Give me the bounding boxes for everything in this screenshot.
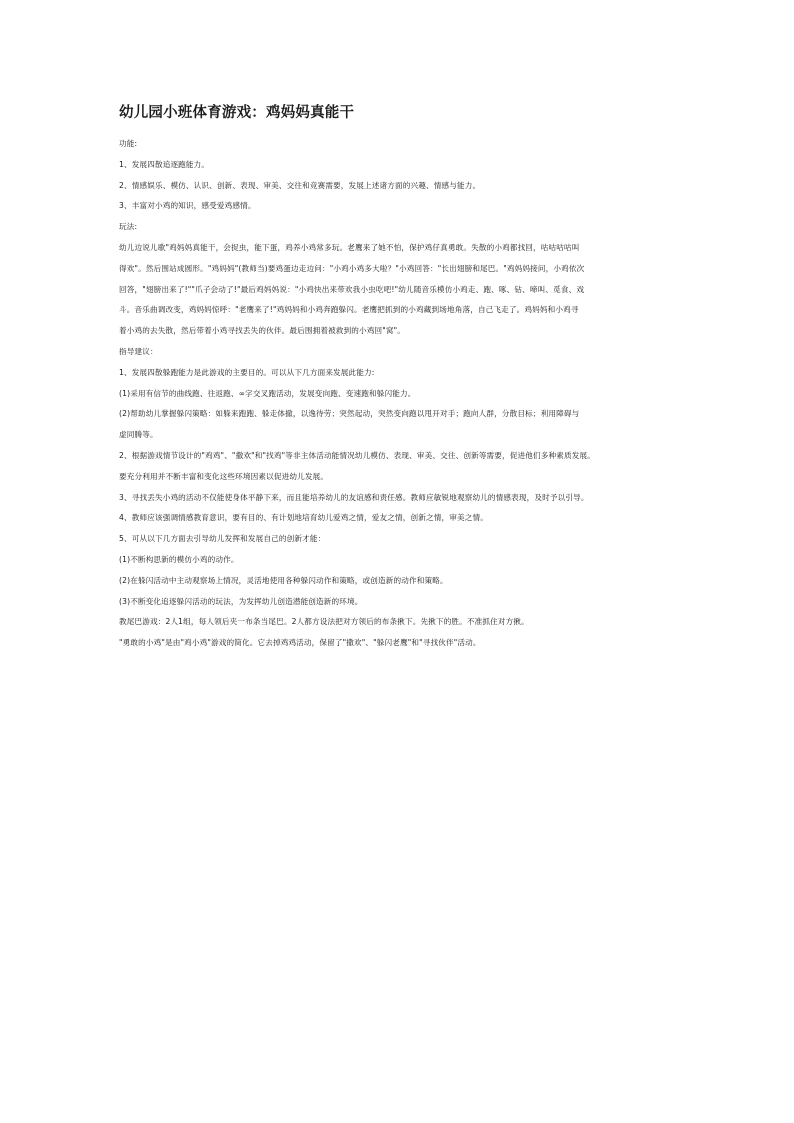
- text-line: 回答，"翅膀出来了!""爪子会动了!"最后鸡妈妈说："小鸡快出来带欢我小虫吃吧!"幼儿随音乐模仿小鸡走、跑、啄、钻、啼叫、觅食、戏: [119, 284, 585, 294]
- text-line: 1、发展四散追逐跑能力。: [119, 159, 210, 169]
- text-line: 虚同腾等。: [119, 430, 158, 440]
- text-line: 斗。音乐曲调改变，鸡妈妈惊呼："老鹰来了!"鸡妈妈和小鸡奔跑躲闪。老鹰把抓到的小鸡藏到场地角落，自己飞走了。鸡妈妈和小鸡寻: [119, 305, 579, 315]
- text-line: 2、根据游戏情节设计的"鸡鸡"、"撒欢"和"找鸡"等非主体活动能情况幼儿模仿、表现、审美、交往、创新等需要，促进他们多种素质发展。: [119, 450, 595, 460]
- document-page: [119, 100, 679, 654]
- text-line: 3、丰富对小鸡的知识，感受爱鸡感情。: [119, 201, 256, 211]
- text-line: (1)不断构思新的模仿小鸡的动作。: [119, 554, 239, 564]
- text-line: 3、寻找丢失小鸡的活动不仅能使身体平静下来，而且能培养幼儿的友谊感和责任感。教师应敏锐地观察幼儿的情感表现，及时予以引导。: [119, 492, 589, 502]
- text-line: "勇敢的小鸡"是由"鸡小鸡"游戏的简化。它去掉鸡鸡活动，保留了"撒欢"、"躲闪老鹰"和"寻找伙伴"活动。: [119, 638, 481, 648]
- text-line: 幼儿边说儿歌"鸡妈妈真能干，会捉虫，能下蛋，鸡养小鸡常多玩。老鹰来了她不怕，保护鸡仔真勇敢。失散的小鸡都找回，咕咕咕咕叫: [119, 242, 580, 252]
- text-line: 4、教师应该强调情感教育意识，要有目的、有计划地培育幼儿爱鸡之情，爱友之情，创新之情，审美之情。: [119, 513, 488, 523]
- text-line: (2)在躲闪活动中主动观察场上情况，灵活地使用各种躲闪动作和策略，或创造新的动作和策略。: [119, 575, 448, 585]
- text-line: 功能:: [119, 139, 138, 148]
- text-line: 玩法:: [119, 222, 138, 232]
- text-line: (1)采用有信节的曲线跑、往返跑、∞字交叉跑活动，发展变向跑、变速跑和躲闪能力。: [119, 388, 416, 398]
- text-line: 得欢"。然后围站成圆形。"鸡妈妈"(教师当)要鸡蛋边走边问："小鸡小鸡多大啦？"小鸡回答："长出翅膀和尾巴。"鸡妈妈接问，小鸡依次: [119, 263, 585, 273]
- text-line: 5、可从以下几方面去引导幼儿发挥和发展自己的创新才能：: [119, 534, 326, 544]
- text-line: 要充分利用并不断丰富和变化这些环境因素以促进幼儿发展。: [119, 471, 329, 481]
- text-line: 教尾巴游戏：2人1组，每人领后夹一布条当尾巴。2人都方设法把对方领后的布条揪下。先揪下的胜。不准抓住对方揪。: [119, 617, 529, 627]
- text-line: 指导建议：: [119, 346, 158, 356]
- text-line: 2、情感娱乐、模仿、认识、创新、表现、审美、交往和竞赛需要，发展上述诸方面的兴趣、情感与能力。: [119, 180, 481, 190]
- text-line: (3)不断变化追逐躲闪活动的玩法，为发挥幼儿创造潜能创造新的环境。: [119, 596, 363, 606]
- text-line: 着小鸡的去失散，然后带着小鸡寻找丢失的伙伴。最后围拥着被救到的小鸡回"窝"。: [119, 326, 406, 336]
- text-line: 1、发展四散躲跑能力是此游戏的主要目的。可以从下几方面来发展此能力:: [119, 367, 375, 377]
- document-body: [119, 134, 679, 654]
- document-title: 幼儿园小班体育游戏：鸡妈妈真能干: [119, 105, 355, 121]
- text-line: (2)帮助幼儿掌握躲闪策略：如躲来跑跑、躲走体撤，以逸待劳；突然起动，突然变向跑以甩开对手；跑向人群，分散目标；利用障碍与: [119, 409, 580, 419]
